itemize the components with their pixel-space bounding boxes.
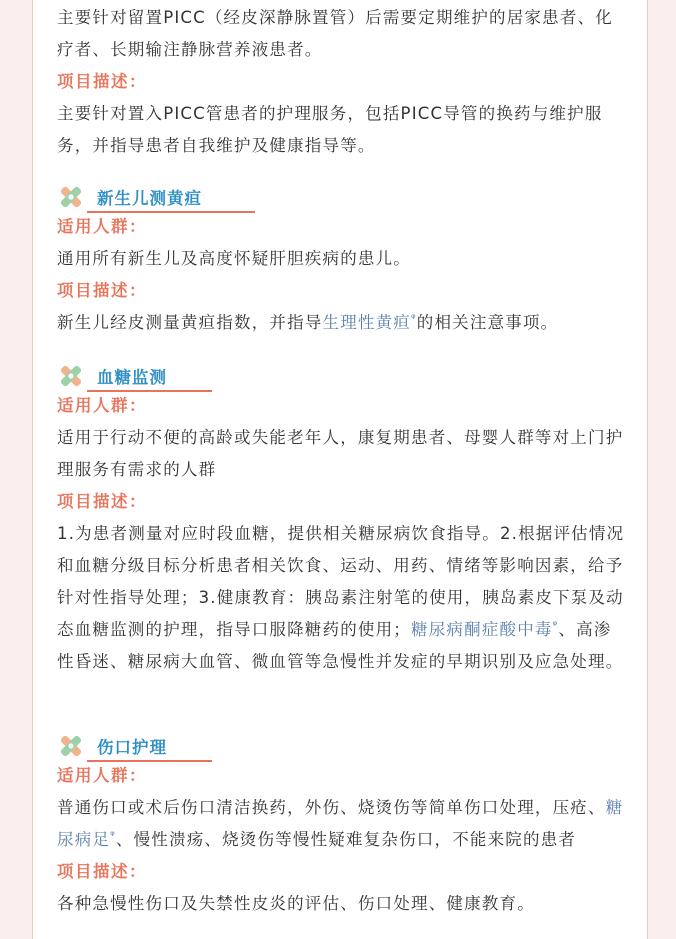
section-title: 新生儿测黄疸 [97,189,202,208]
desc-text-part: 1.为患者测量对应时段血糖，提供相关糖尿病饮食指导。2.根据评估情况和血糖分级目标分析患者相关饮食、运动、用药、情绪等影响因素，给予针对性指导处理；3.健康教育：胰岛素注射笔的使用，胰岛素皮下泵及动态血糖监测的护理，指导口服降糖药的使用； [57,524,625,639]
desc-text [57,307,625,339]
desc-label: 项目描述： [57,862,147,881]
desc-text-part: 的相关注意事项。 [416,313,559,332]
desc-text [57,518,625,678]
bandage-icon [57,183,85,211]
desc-label: 项目描述： [57,492,147,511]
audience-text: 通用所有新生儿及高度怀疑肝胆疾病的患儿。 [57,249,411,268]
picc-desc-text: 主要针对置入PICC管患者的护理服务，包括PICC导管的换药与维护服务，并指导患者自我维护及健康指导等。 [57,104,603,155]
audience-label: 适用人群： [57,396,147,415]
picc-audience-text: 主要针对留置PICC（经皮深静脉置管）后需要定期维护的居家患者、化疗者、长期输注静脉营养液患者。 [57,8,613,59]
glucose-section [57,390,625,678]
audience-text: 适用于行动不便的高龄或失能老年人，康复期患者、母婴人群等对上门护理服务有需求的人群 [57,428,624,479]
desc-text: 各种急慢性伤口及失禁性皮炎的评估、伤口处理、健康教育。 [57,894,535,913]
search-icon[interactable]: ᵠ [110,828,116,842]
desc-text-part: 、高渗性昏迷、糖尿病大血管、微血管等急慢性并发症的早期识别及应急处理。 [57,620,624,671]
section-header-jaundice [57,181,257,215]
audience-text-part: 、慢性溃疡、烧烫伤等慢性疑难复杂伤口，不能来院的患者 [115,830,577,849]
section-header-wound [57,730,227,764]
diabetic-foot-link[interactable]: 糖尿病足 [57,798,624,849]
section-title: 伤口护理 [97,738,167,757]
bandage-icon [57,732,85,760]
section-header-glucose [57,360,227,394]
audience-text-part: 普通伤口或术后伤口清洁换药，外伤、烧烫伤等简单伤口处理，压疮、 [57,798,606,817]
audience-label: 适用人群： [57,217,147,236]
desc-text-part: 新生儿经皮测量黄疸指数，并指导 [57,313,323,332]
picc-desc-label: 项目描述： [57,72,147,91]
audience-text [57,792,625,856]
search-icon[interactable]: ᵠ [411,311,417,325]
desc-label: 项目描述： [57,281,147,300]
jaundice-section [57,211,625,339]
article-card [32,0,648,939]
audience-label: 适用人群： [57,766,147,785]
section-title: 血糖监测 [97,368,167,387]
search-icon[interactable]: ᵠ [552,618,559,632]
wound-section [57,760,625,920]
physiological-jaundice-link[interactable]: 生理性黄疸 [322,313,411,332]
bandage-icon [57,362,85,390]
picc-section [57,2,625,162]
diabetic-ketoacidosis-link[interactable]: 糖尿病酮症酸中毒 [411,620,553,639]
